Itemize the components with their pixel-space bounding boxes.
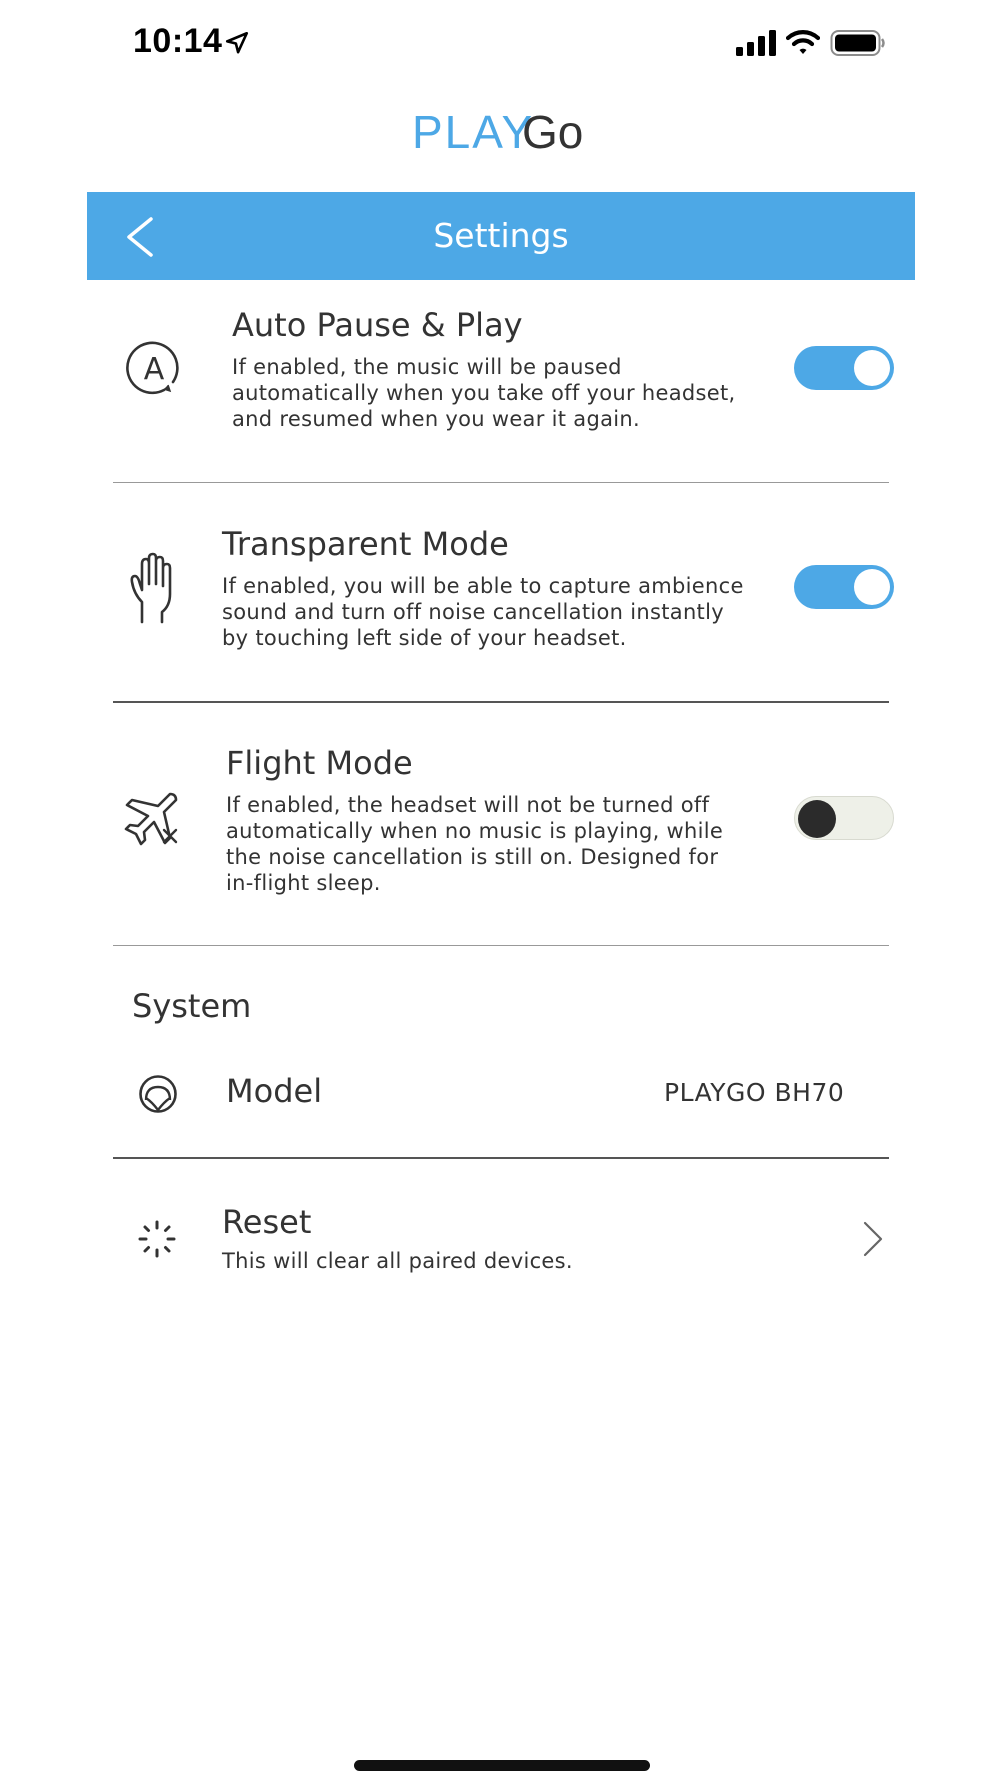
hand-icon	[128, 552, 178, 624]
headphones-icon	[138, 1074, 178, 1114]
auto-a-icon	[124, 338, 184, 398]
auto-pause-title: Auto Pause & Play	[232, 306, 523, 344]
auto-pause-desc-line: If enabled, the music will be paused	[232, 355, 622, 379]
flight-mode-desc-line: the noise cancellation is still on. Designed for	[226, 845, 719, 869]
cellular-signal-icon	[736, 30, 778, 56]
transparent-mode-toggle[interactable]	[794, 565, 894, 609]
auto-pause-description	[232, 354, 736, 432]
toggle-knob	[798, 800, 836, 838]
flight-mode-title: Flight Mode	[226, 744, 413, 782]
spinner-icon	[138, 1220, 176, 1258]
svg-text:A: A	[143, 352, 165, 387]
page-title: Settings	[433, 216, 569, 255]
transparent-mode-desc-line: sound and turn off noise cancellation instantly	[222, 600, 724, 624]
flight-mode-desc-line: automatically when no music is playing, while	[226, 819, 724, 843]
status-bar	[0, 0, 1000, 90]
transparent-mode-desc-line: If enabled, you will be able to capture ambience	[222, 574, 744, 598]
divider	[113, 701, 889, 703]
svg-text:PLAY: PLAY	[412, 106, 535, 158]
model-label: Model	[226, 1072, 323, 1110]
flight-mode-description	[226, 792, 723, 896]
airplane-icon	[124, 790, 180, 846]
transparent-mode-desc-line: by touching left side of your headset.	[222, 626, 627, 650]
transparent-mode-title: Transparent Mode	[222, 525, 509, 563]
toggle-knob	[854, 569, 890, 605]
auto-pause-desc-line: automatically when you take off your headset,	[232, 381, 736, 405]
battery-icon	[830, 29, 886, 57]
reset-label: Reset	[222, 1203, 312, 1241]
status-time: 10:14	[133, 22, 223, 60]
toggle-knob	[854, 350, 890, 386]
flight-mode-desc-line: If enabled, the headset will not be turned off	[226, 793, 710, 817]
divider	[113, 945, 889, 946]
back-button[interactable]	[123, 216, 157, 258]
playgo-logo	[0, 100, 1000, 162]
flight-mode-toggle[interactable]	[794, 796, 894, 840]
system-section-title: System	[132, 987, 252, 1025]
svg-text:Go: Go	[522, 106, 584, 158]
location-arrow-icon	[224, 30, 250, 56]
divider	[113, 482, 889, 483]
reset-description: This will clear all paired devices.	[222, 1249, 573, 1273]
auto-pause-desc-line: and resumed when you wear it again.	[232, 407, 640, 431]
auto-pause-toggle[interactable]	[794, 346, 894, 390]
model-value: PLAYGO BH70	[664, 1078, 845, 1107]
chevron-right-icon	[862, 1220, 884, 1258]
divider	[113, 1157, 889, 1159]
settings-header	[87, 192, 915, 280]
transparent-mode-description	[222, 573, 744, 651]
wifi-icon	[786, 28, 820, 56]
home-indicator[interactable]	[354, 1760, 650, 1771]
playgo-logo-mark	[400, 100, 600, 162]
flight-mode-desc-line: in-flight sleep.	[226, 871, 381, 895]
